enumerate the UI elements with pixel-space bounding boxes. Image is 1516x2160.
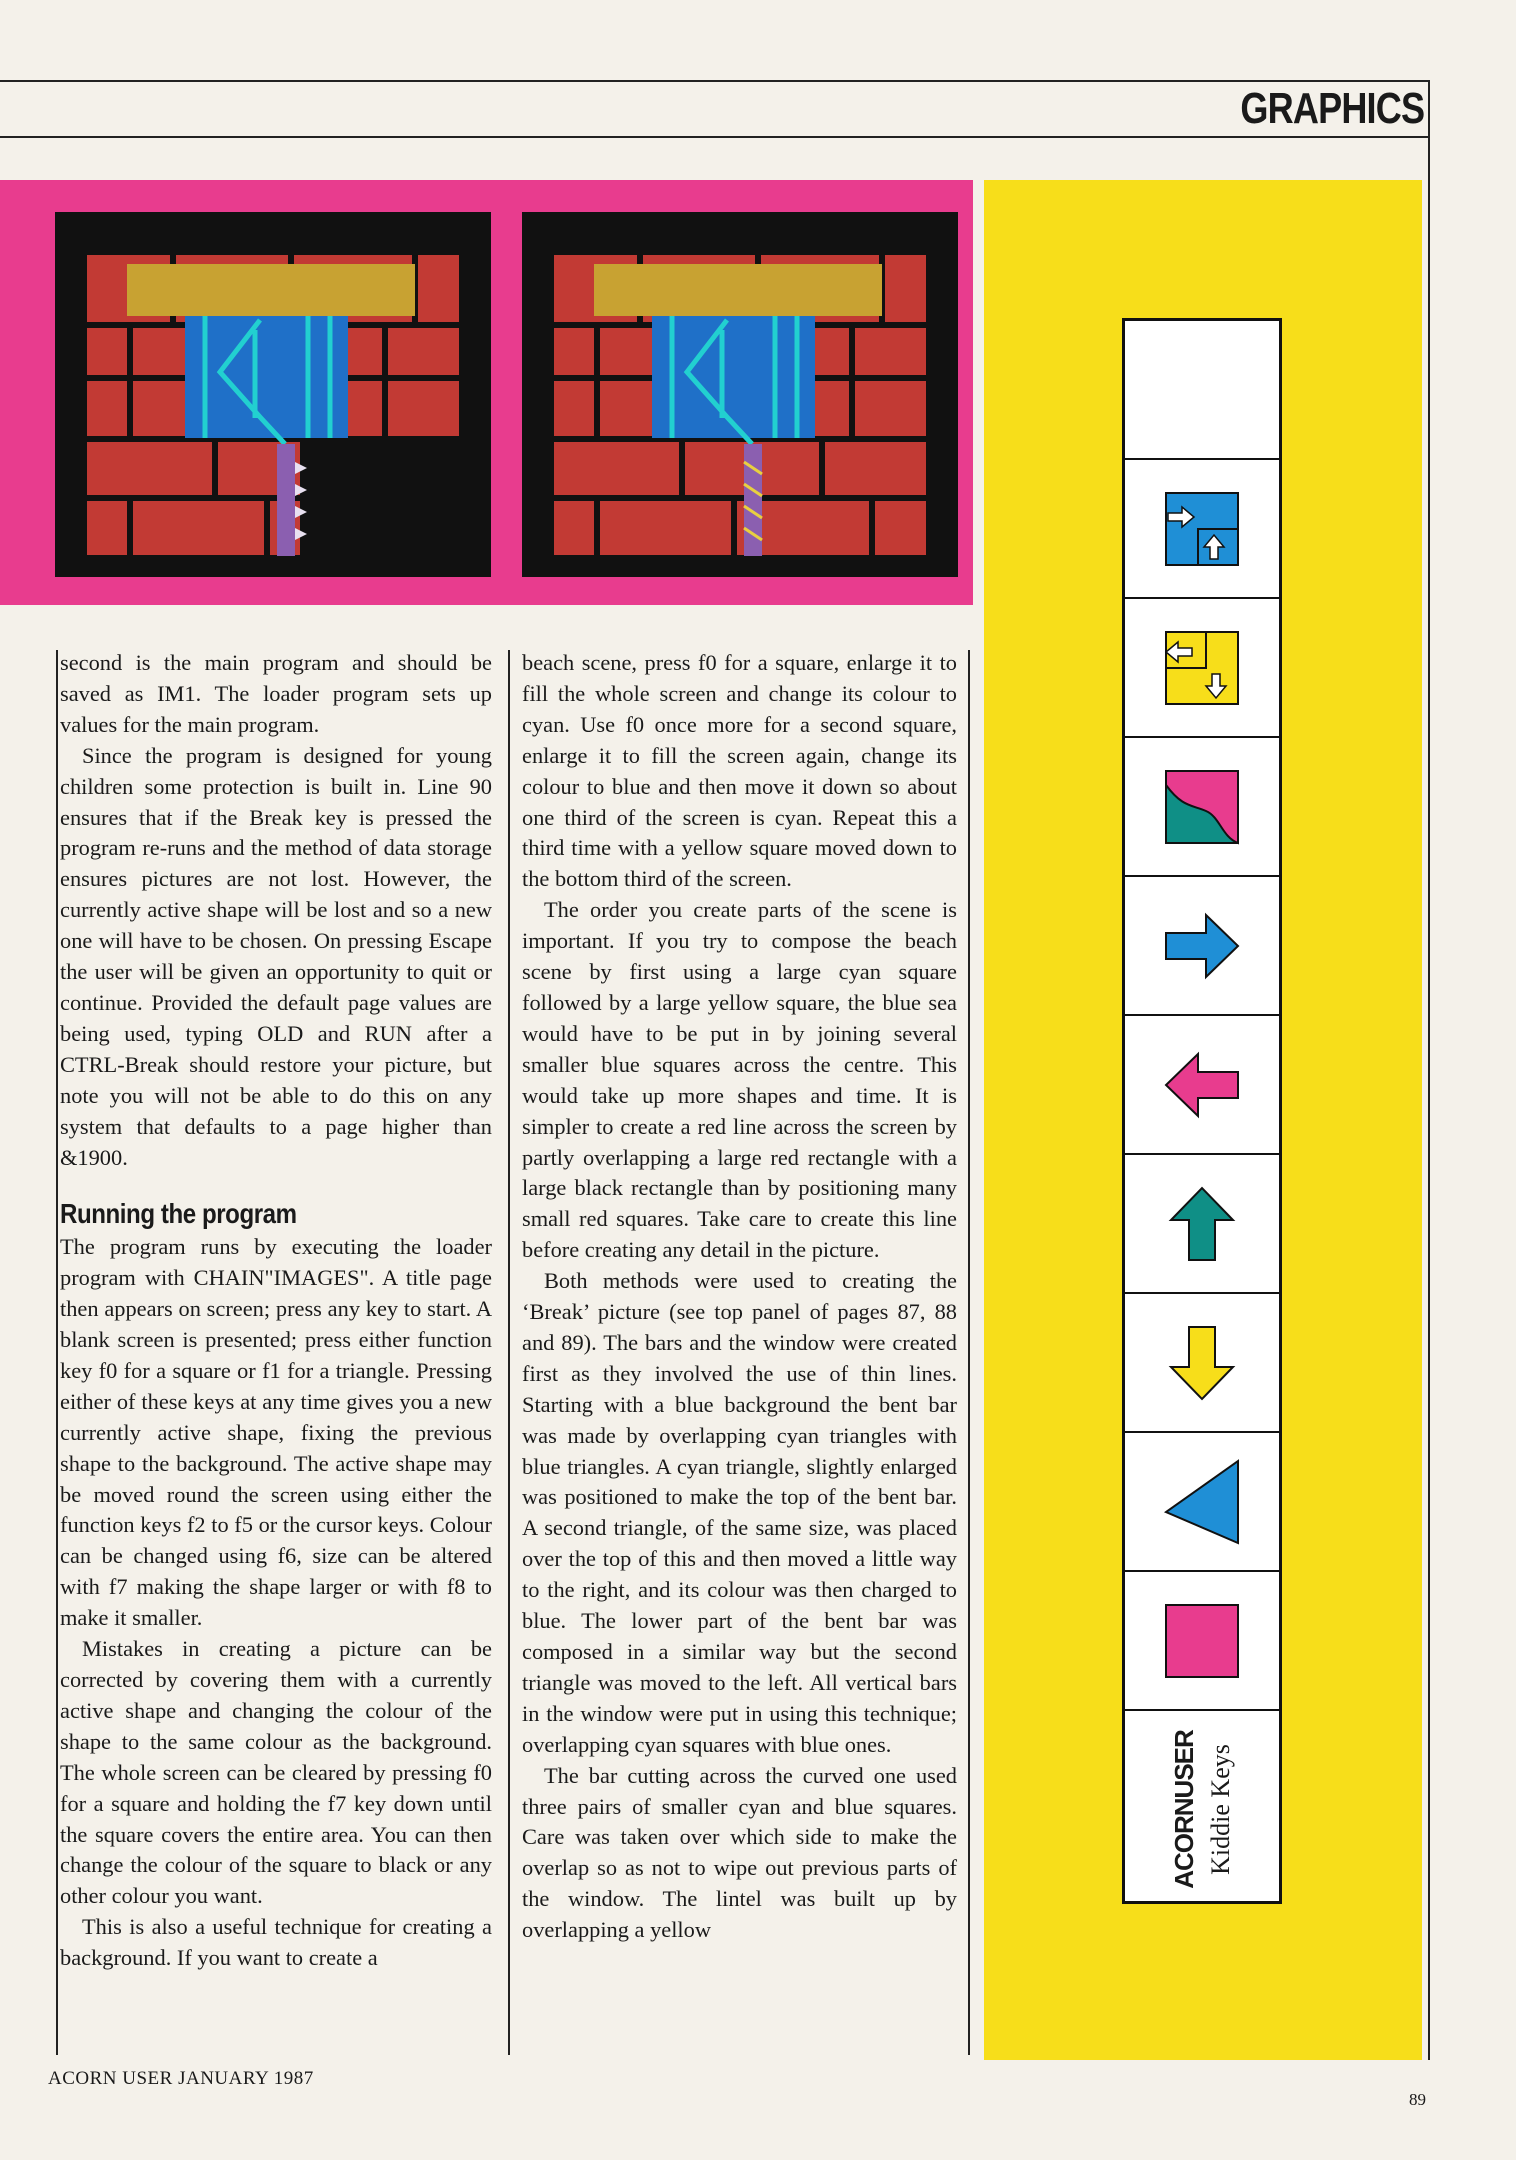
key-cell-blank <box>1125 321 1279 460</box>
header-rule-right <box>1428 80 1430 2060</box>
yellow-square-arrows-icon <box>1162 628 1242 708</box>
triangle-icon <box>1162 1457 1242 1547</box>
break-picture-step-2 <box>522 212 958 577</box>
key-cell-left <box>1125 1016 1279 1155</box>
key-cell-blue-square <box>1125 460 1279 599</box>
paragraph: The order you create parts of the scene is important. If you try to compose the beach scene by first using a large cyan square followed by a large yellow square, the blue sea would have to be put in by joining several smaller blue squares across the centre. This would take up more shapes and time. It is simpler to create a red line across the screen by partly overlapping a large red rectangle with a large black rectangle than by positioning many small red squares. Take care to create this line before creating any detail in the picture. <box>522 897 957 1263</box>
kiddie-keys-strip <box>1122 318 1282 1904</box>
paragraph: second is the main program and should be saved as IM1. The loader program sets up values for the main program. <box>60 650 492 737</box>
up-arrow-icon <box>1167 1184 1237 1264</box>
square-icon <box>1162 1601 1242 1681</box>
key-cell-colour <box>1125 738 1279 877</box>
left-arrow-icon <box>1162 1050 1242 1120</box>
key-cell-label <box>1125 1711 1279 1908</box>
key-cell-yellow-square <box>1125 599 1279 738</box>
brand-logo: ACORNUSER <box>1168 1730 1199 1889</box>
key-cell-square <box>1125 1572 1279 1711</box>
blue-square-arrows-icon <box>1162 489 1242 569</box>
body-column-2 <box>522 648 957 1946</box>
key-cell-right <box>1125 877 1279 1016</box>
paragraph: beach scene, press f0 for a square, enlarge it to fill the whole screen and change its colour to cyan. Use f0 once more for a second square, enlarge it to fill the screen again, change its colour to blue and then move it down so about one third of the screen is cyan. Repeat this a third time with a yellow square moved down to the bottom third of the screen. <box>522 650 957 892</box>
header-rule-bottom <box>0 136 1430 138</box>
column-divider-right <box>968 650 970 2055</box>
column-divider-middle <box>508 650 510 2055</box>
subheading: Running the program <box>60 1198 297 1230</box>
product-name: Kiddie Keys <box>1205 1744 1235 1875</box>
down-arrow-icon <box>1167 1323 1237 1403</box>
paragraph: Both methods were used to creating the ‘Break’ picture (see top panel of pages 87, 88 and 89). The bars and the window were created first as they involved the use of thin lines. Starting with a blue background the bent bar was made by overlapping cyan triangles with blue triangles. A cyan triangle, slightly enlarged was positioned to make the top of the bent bar. A second triangle, of the same size, was placed over the top of this and then moved a little way to the right, and its colour was then charged to blue. The lower part of the bent bar was composed in a similar way but the second triangle was moved to the left. All vertical bars in the window were put in using this technique; overlapping cyan squares with blue ones. <box>522 1268 957 1757</box>
colour-change-icon <box>1162 767 1242 847</box>
paragraph: The bar cutting across the curved one used three pairs of smaller cyan and blue squares. Care was taken over which side to make the overlap so as not to wipe out previous parts of the window. The lintel was built up by overlapping a yellow <box>522 1762 957 1943</box>
break-picture-step-1 <box>55 212 491 577</box>
section-title: GRAPHICS <box>1240 84 1424 133</box>
body-column-1 <box>60 648 492 1974</box>
paragraph: This is also a useful technique for creating a background. If you want to create a <box>60 1914 492 1971</box>
key-cell-up <box>1125 1155 1279 1294</box>
paragraph: The program runs by executing the loader program with CHAIN"IMAGES". A title page then appears on screen; press any key to start. A blank screen is presented; press either function key f0 for a square or f1 for a triangle. Pressing either of these keys at any time gives you a new currently active shape, fixing the previous shape to the background. The active shape may be moved round the screen using either the function keys f2 to f5 or the cursor keys. Colour can be changed using f6, size can be altered with f7 making the shape larger or with f8 to make it smaller. <box>60 1234 492 1631</box>
column-divider-left <box>56 650 58 2055</box>
key-cell-down <box>1125 1294 1279 1433</box>
page-number: 89 <box>1409 2090 1426 2109</box>
right-arrow-icon <box>1162 911 1242 981</box>
key-cell-triangle <box>1125 1433 1279 1572</box>
footer-issue: ACORN USER JANUARY 1987 <box>48 2068 314 2089</box>
paragraph: Since the program is designed for young children some protection is built in. Line 90 ensures that if the Break key is pressed the program re-runs and the method of data storage ensures pictures are not lost. However, the currently active shape will be lost and so a new one will have to be chosen. On pressing Escape the user will be given an opportunity to quit or continue. Provided the default page values are being used, typing OLD and RUN after a CTRL-Break should restore your picture, but note you will not be able to do this on any system that defaults to a page higher than &1900. <box>60 742 492 1170</box>
header-rule-top <box>0 80 1430 82</box>
paragraph: Mistakes in creating a picture can be corrected by covering them with a currently active shape and changing the colour of the shape to the same colour as the background. The whole screen can be cleared by pressing f0 for a square and holding the f7 key down until the square covers the entire area. You can then change the colour of the square to black or any other colour you want. <box>60 1636 492 1909</box>
